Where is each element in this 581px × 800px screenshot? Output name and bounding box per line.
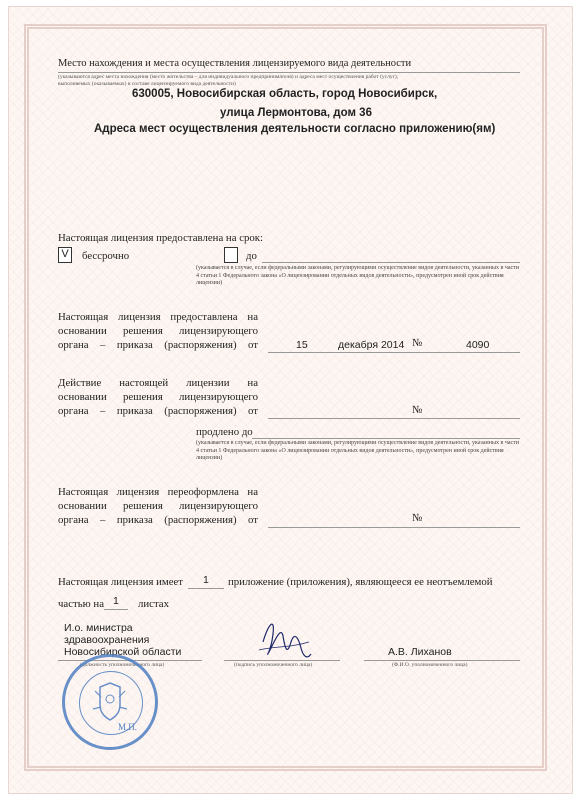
extended-until-underline	[252, 438, 520, 439]
basis-number: 4090	[466, 339, 490, 351]
address-line-2: улица Лермонтова, дом 36	[220, 107, 372, 119]
extension-line-2: основании решения лицензирующего	[58, 391, 258, 403]
appendix-count-underline	[188, 588, 224, 589]
extension-underline	[268, 418, 520, 419]
address-line-1: 630005, Новосибирская область, город Новосибирск,	[132, 88, 438, 100]
until-checkbox	[224, 247, 238, 263]
extension-line-3: органа – приказа (распоряжения) от	[58, 405, 258, 417]
location-underline	[58, 72, 520, 73]
address-note: Адреса мест осуществления деятельности согласно приложению(ям)	[94, 123, 496, 135]
signer-name: А.В. Лиханов	[388, 646, 452, 658]
appendix-sheets: 1	[113, 595, 119, 607]
name-underline	[364, 660, 520, 661]
extension-hint: (указывается в случае, если федеральными законами, регулирующими осуществление видов деятельности, указанных в части 4 статьи 1 Федерального закона «О лицензировании отдельных видов деятельности», предусмотрен иной срок действия лицензии)	[196, 440, 520, 461]
basis-line-3: органа – приказа (распоряжения) от	[58, 339, 258, 351]
term-label: Настоящая лицензия предоставлена на срок:	[58, 232, 264, 244]
position-line-1: И.о. министра	[64, 622, 133, 634]
handwritten-signature	[255, 612, 315, 668]
extension-number-sign: №	[412, 404, 423, 416]
extension-line-1: Действие настоящей лицензии на	[58, 377, 258, 389]
until-underline	[262, 262, 520, 263]
stamp-place-label: М.П.	[118, 722, 138, 732]
reissue-line-2: основании решения лицензирующего	[58, 500, 258, 512]
location-label: Место нахождения и места осуществления лицензируемого вида деятельности	[58, 58, 412, 69]
appendix-prefix: Настоящая лицензия имеет	[58, 576, 184, 588]
reissue-underline	[268, 527, 520, 528]
official-stamp	[62, 654, 158, 750]
appendix-parts-prefix: частью на	[58, 598, 104, 610]
coat-of-arms-icon	[65, 657, 155, 747]
position-line-3: Новосибирской области	[64, 646, 182, 658]
location-hint-1: (указываются адрес места нахождения (место жительства – для индивидуального предпринимателя) и адреса мест осуществления работ (услуг),	[58, 74, 399, 80]
appendix-sheets-underline	[104, 609, 128, 610]
basis-day: 15	[296, 339, 308, 351]
reissue-line-3: органа – приказа (распоряжения) от	[58, 514, 258, 526]
until-label: до	[246, 250, 257, 262]
appendix-count: 1	[203, 574, 209, 586]
name-hint: (Ф.И.О. уполномоченного лица)	[392, 662, 468, 668]
reissue-line-1: Настоящая лицензия переоформлена на	[58, 486, 258, 498]
position-line-2: здравоохранения	[64, 634, 150, 646]
location-hint-2: выполняемых (оказываемых) в составе лицензируемого вида деятельности)	[58, 81, 236, 87]
basis-line-1: Настоящая лицензия предоставлена на	[58, 311, 258, 323]
basis-number-sign: №	[412, 337, 423, 349]
term-hint: (указывается в случае, если федеральными законами, регулирующими осуществление видов деятельности, указанных в части 4 статьи 1 Федерального закона «О лицензировании отдельных видов деятельности», предусмотрен иной срок действия лицензии)	[196, 265, 520, 286]
appendix-suffix: приложение (приложения), являющееся ее неотъемлемой	[228, 576, 493, 588]
basis-underline	[268, 352, 520, 353]
basis-month-year: декабря 2014	[338, 339, 405, 351]
reissue-number-sign: №	[412, 512, 423, 524]
appendix-sheets-label: листах	[138, 598, 169, 610]
signature-hint: (подпись уполномоченного лица)	[234, 662, 313, 668]
extended-until-label: продлено до	[196, 426, 253, 438]
unlimited-label: бессрочно	[82, 250, 130, 262]
basis-line-2: основании решения лицензирующего	[58, 325, 258, 337]
unlimited-checkbox: V	[58, 247, 72, 263]
position-hint: (должность уполномоченного лица)	[80, 662, 165, 668]
